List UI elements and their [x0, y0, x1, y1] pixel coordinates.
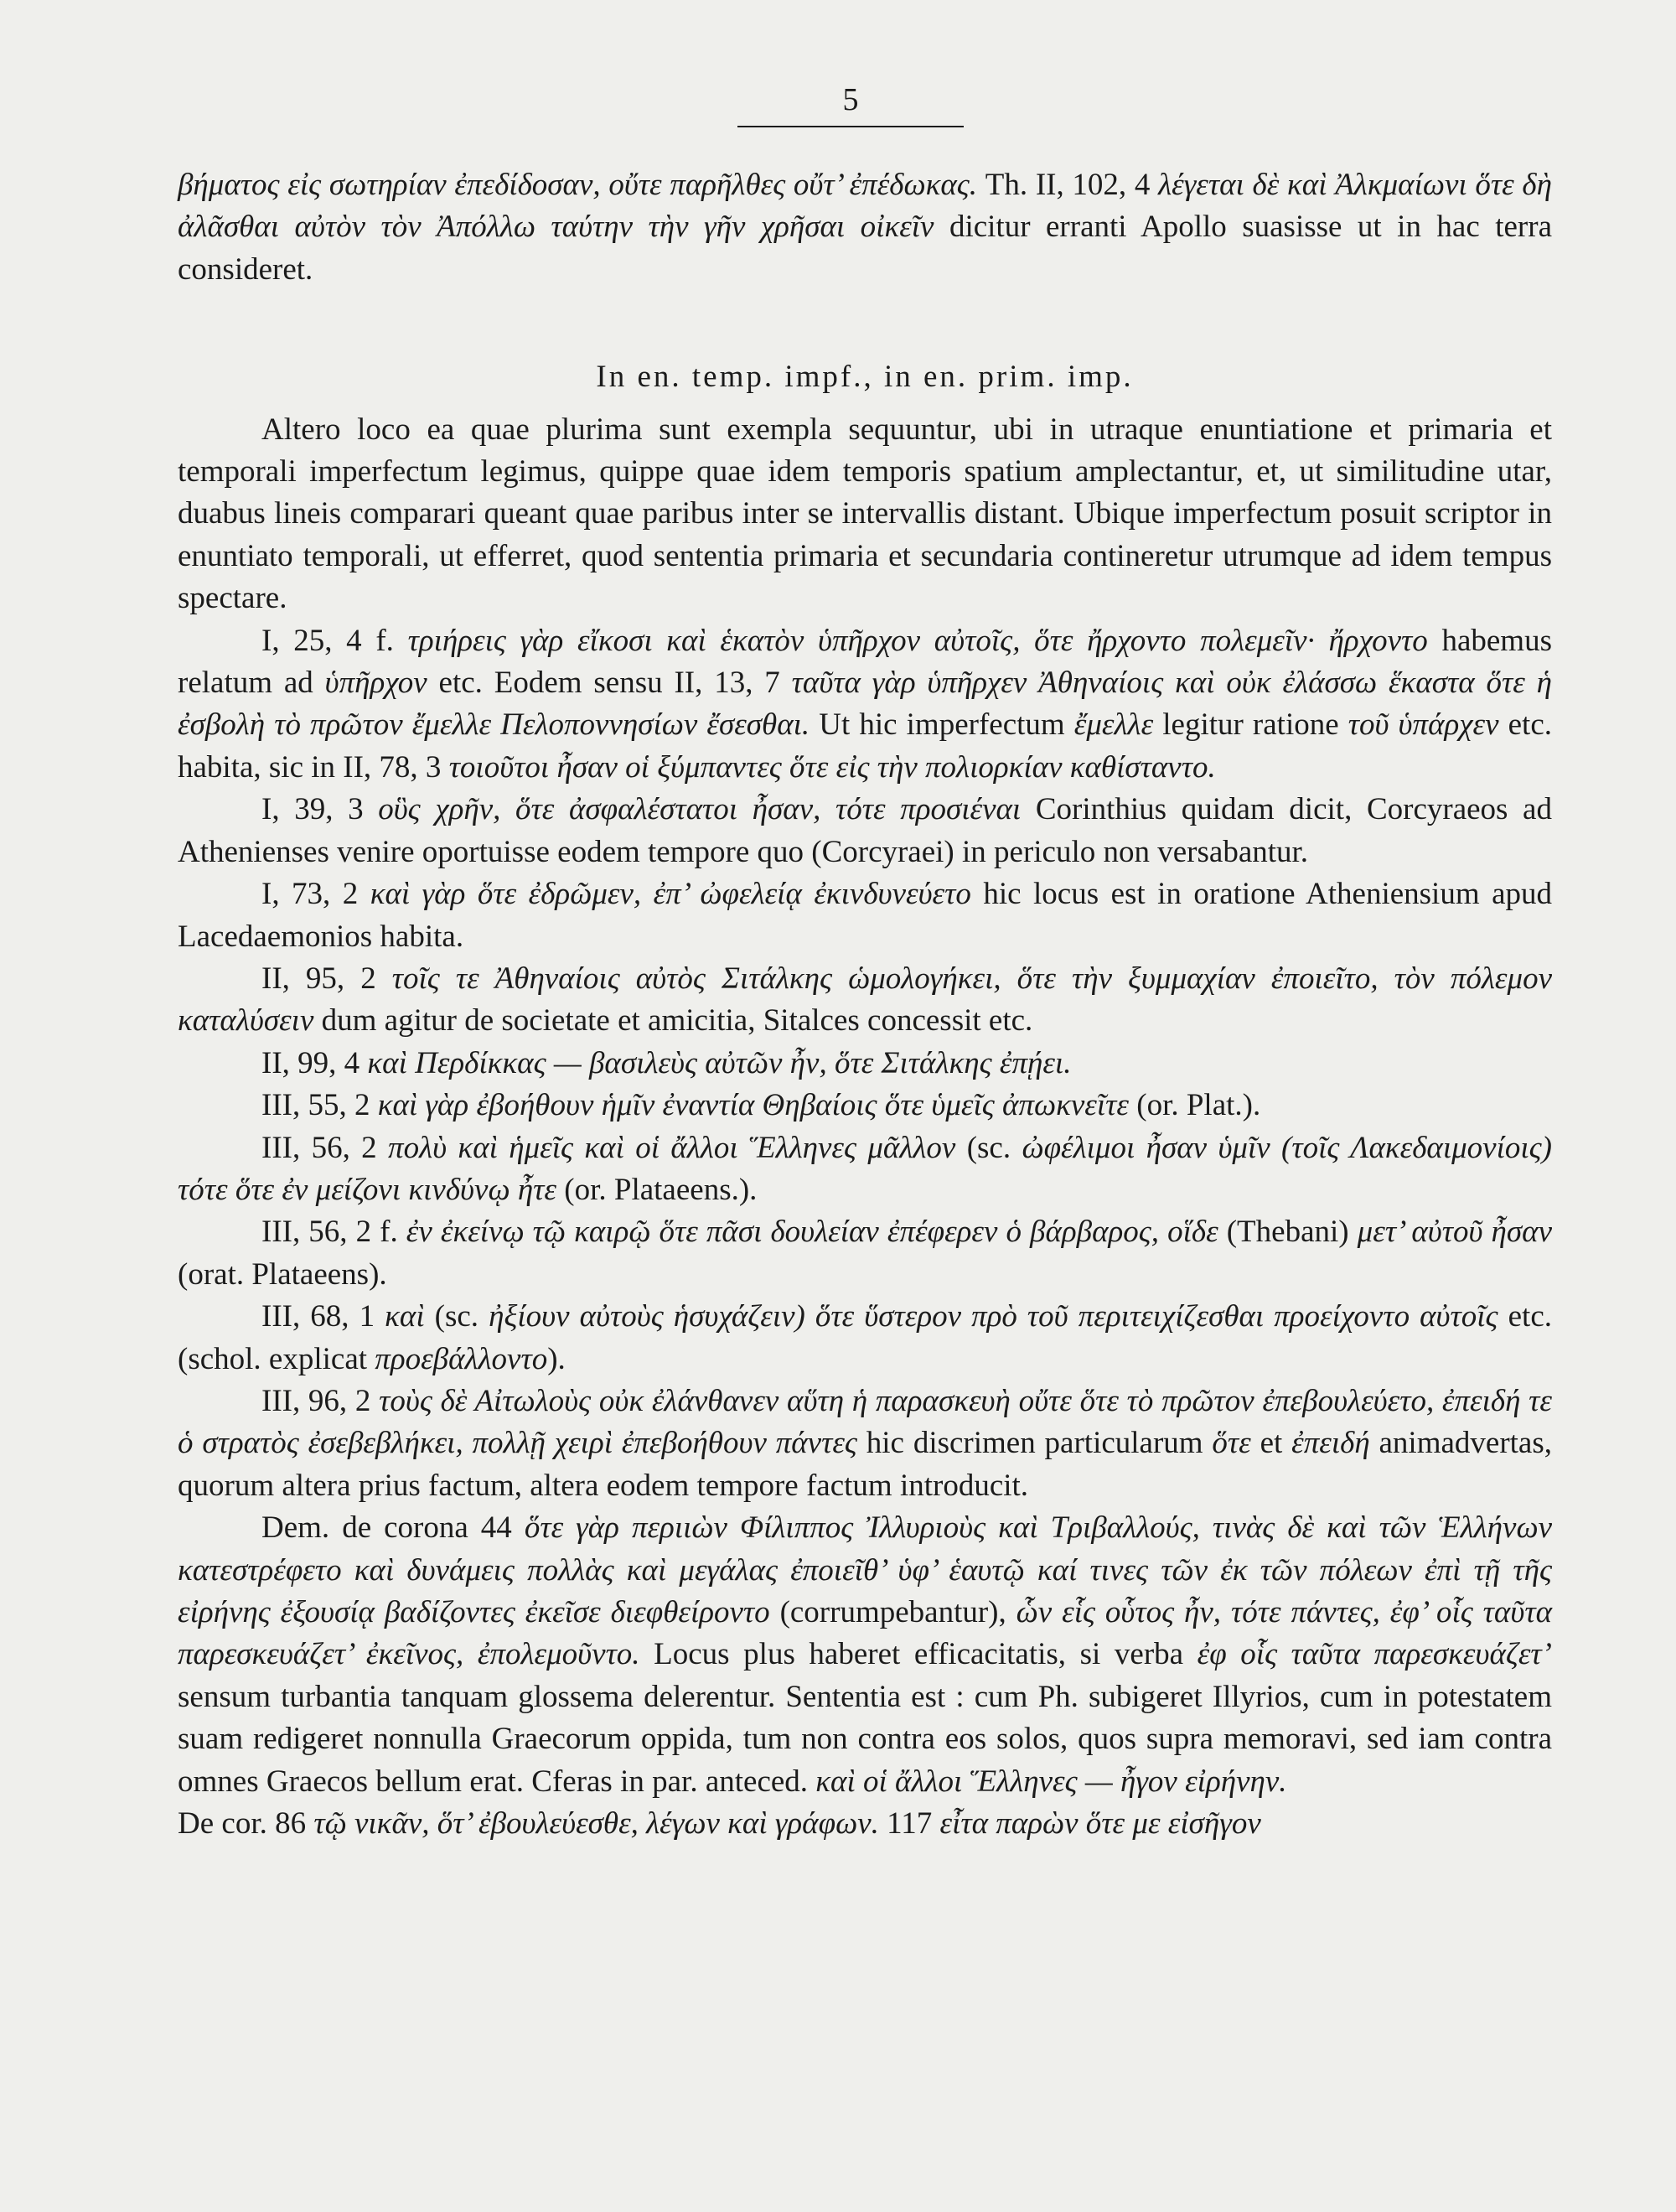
greek-text: ὧν εἷς οὗτος ἦν, τότε πάντες, ἐφ’ οἷς ταῦτα παρεσκευάζετ’ ἐκεῖνος, ἐπολεμοῦντο.	[178, 1595, 1552, 1672]
greek-text: λέγεται δὲ καὶ Ἀλκμαίωνι ὅτε δὴ ἀλᾶσθαι αὐτὸν τὸν Ἀπόλλω ταύτην τὴν γῆν χρῆσαι οἰκεῖν	[178, 168, 1552, 245]
latin-text: hic locus est in oratione Atheniensium apud Lacedaemonios habita.	[178, 877, 1552, 954]
latin-text: I, 73, 2	[261, 877, 370, 912]
paragraph-11	[178, 1381, 1552, 1507]
greek-text: τοιοῦτοι ἦσαν οἱ ξύμπαντες ὅτε εἰς τὴν πολιορκίαν καθίσταντο.	[448, 749, 1216, 785]
greek-text: εἶτα παρὼν ὅτε με εἰσῆγον	[939, 1806, 1261, 1842]
greek-text: καὶ	[385, 1299, 425, 1334]
paragraph-4	[178, 873, 1552, 958]
latin-text: (corrumpebantur),	[769, 1595, 1016, 1629]
greek-text: μετ’ αὐτοῦ ἦσαν	[1357, 1215, 1552, 1250]
page-number: 5	[842, 82, 859, 117]
header-rule	[737, 126, 964, 127]
latin-text: (sc.	[424, 1299, 489, 1334]
paragraph-10	[178, 1296, 1552, 1381]
greek-text: οὓς χρῆν, ὅτε ἀσφαλέστατοι ἦσαν, τότε προσιέναι	[378, 792, 1022, 827]
paragraph-9	[178, 1211, 1552, 1296]
latin-text: (or. Plat.).	[1129, 1088, 1261, 1123]
latin-text: II, 99, 4	[261, 1045, 368, 1080]
page-header	[737, 84, 964, 127]
latin-text: Dem. de corona 44	[261, 1510, 525, 1546]
paragraph-12	[178, 1507, 1552, 1803]
greek-text: καὶ οἱ ἄλλοι Ἕλληνες — ἦγον εἰρήνην.	[815, 1764, 1287, 1799]
greek-text: ὑπῆρχον	[324, 666, 427, 701]
latin-text: dum agitur de societate et amicitia, Sitalces concessit etc.	[313, 1003, 1033, 1039]
greek-text: ἐφ οἷς ταῦτα παρεσκευάζετ’	[1197, 1637, 1552, 1672]
latin-text: etc. habita, sic in II, 78, 3	[178, 707, 1552, 785]
body-text	[178, 164, 1552, 1845]
paragraph-8	[178, 1127, 1552, 1212]
greek-text: τοῦ ὑπάρχεν	[1348, 707, 1499, 743]
latin-text: animadvertas, quorum altera prius factum, altera eodem tempore factum introducit.	[178, 1426, 1553, 1503]
latin-text: sensum turbantia tanquam glossema delerentur. Sententia est : cum Ph. subigeret Illyrios, cum in potestatem suam redigeret nonnulla Graecorum oppida, tum non contra eos solos, quos supra memoravi, sed iam contra omnes Graecos bellum erat. Cferas in par. anteced.	[178, 1679, 1552, 1799]
greek-text: βήματος εἰς σωτηρίαν ἐπεδίδοσαν, οὔτε παρῆλθες οὔτ’ ἐπέδωκας.	[178, 168, 978, 202]
greek-text: ἐν ἐκείνῳ τῷ καιρῷ ὅτε πᾶσι δουλείαν ἐπέφερεν ὁ βάρβαρος, οἵδε	[406, 1215, 1218, 1250]
latin-text: etc. (schol. explicat	[178, 1299, 1553, 1376]
latin-text: I, 25, 4 f.	[261, 623, 408, 658]
latin-text: III, 68, 1	[261, 1299, 385, 1334]
section-heading: In en. temp. impf., in en. prim. imp.	[596, 360, 1134, 395]
latin-text: legitur ratione	[1153, 707, 1348, 743]
paragraph-5	[178, 958, 1552, 1043]
paragraph-1	[178, 409, 1552, 620]
greek-text: ὅτε	[1212, 1426, 1251, 1461]
latin-text: Th. II, 102, 4	[977, 168, 1159, 202]
latin-text: 117	[878, 1806, 940, 1842]
greek-text: καὶ γὰρ ἐβοήθουν ἡμῖν ἐναντία Θηβαίοις ὅτε ὑμεῖς ἀπωκνεῖτε	[377, 1088, 1129, 1123]
greek-text: τοῖς τε Ἀθηναίοις αὐτὸς Σιτάλκης ὡμολογήκει, ὅτε τὴν ξυμμαχίαν ἐποιεῖτο, τὸν πόλεμον καταλύσειν	[178, 961, 1552, 1039]
latin-text: III, 55, 2	[261, 1088, 378, 1123]
greek-text: καὶ γὰρ ὅτε ἐδρῶμεν, ἐπ’ ὠφελείᾳ ἐκινδυνεύετο	[370, 877, 971, 912]
greek-text: ταῦτα γὰρ ὑπῆρχεν Ἀθηναίοις καὶ οὐκ ἐλάσσω ἕκαστα ὅτε ἡ ἐσβολὴ τὸ πρῶτον ἔμελλε Πελοποννησίων ἔσεσθαι.	[178, 666, 1552, 743]
greek-text: τοὺς δὲ Αἰτωλοὺς οὐκ ἐλάνθανεν αὕτη ἡ παρασκευὴ οὔτε ὅτε τὸ πρῶτον ἐπεβουλεύετο, ἐπειδή τε ὁ στρατὸς ἐσεβεβλήκει, πολλῇ χειρὶ ἐπεβοήθουν πάντες	[178, 1383, 1552, 1461]
greek-text: ὠφέλιμοι ἦσαν ὑμῖν (τοῖς Λακεδαιμονίοις) τότε ὅτε ἐν μείζονι κινδύνῳ ἦτε	[178, 1130, 1552, 1207]
latin-text: ).	[547, 1341, 566, 1376]
latin-text: et	[1250, 1426, 1292, 1461]
greek-text: τριήρεις γὰρ εἴκοσι καὶ ἑκατὸν ὑπῆρχον αὐτοῖς, ὅτε ἤρχοντο πολεμεῖν· ἤρχοντο	[407, 623, 1428, 658]
latin-text: Corinthius quidam dicit, Corcyraeos ad Athenienses venire oportuisse eodem tempore quo (Corcyraei) in periculo non versabantur.	[178, 792, 1552, 869]
greek-text: πολὺ καὶ ἡμεῖς καὶ οἱ ἄλλοι Ἕλληνες μᾶλλον	[388, 1130, 956, 1165]
paragraph-7	[178, 1085, 1552, 1127]
paragraph-2	[178, 620, 1552, 790]
paragraph-0	[178, 164, 1552, 291]
greek-text: τῷ νικᾶν, ὅτ’ ἐβουλεύεσθε, λέγων καὶ γράφων.	[313, 1806, 879, 1842]
paragraph-3	[178, 789, 1552, 873]
latin-text: Altero loco ea quae plurima sunt exempla sequuntur, ubi in utraque enuntiatione et primaria et temporali imperfectum legimus, quippe quae idem temporis spatium amplectantur, et, ut similitudine utar, duabus lineis comparari queant quae paribus inter se intervallis distant. Ubique imperfectum posuit scriptor in enuntiato temporali, ut efferret, quod sententia primaria et secundaria contineretur utrumque ad idem tempus spectare.	[178, 412, 1552, 616]
latin-text: III, 56, 2 f.	[261, 1215, 406, 1250]
paragraph-6	[178, 1043, 1552, 1085]
latin-text: III, 96, 2	[261, 1383, 380, 1418]
latin-text: Ut hic imperfectum	[810, 707, 1074, 743]
greek-text: καὶ Περδίκκας — βασιλεὺς αὐτῶν ἦν, ὅτε Σιτάλκης ἐπῄει.	[367, 1045, 1072, 1080]
paragraph-13	[178, 1803, 1552, 1845]
latin-text: (orat. Plataeens).	[178, 1256, 387, 1292]
latin-text: II, 95, 2	[261, 961, 392, 996]
greek-text: ὅτε γὰρ περιιὼν Φίλιππος Ἰλλυριοὺς καὶ Τριβαλλούς, τινὰς δὲ καὶ τῶν Ἑλλήνων κατεστρέφετο καὶ δυνάμεις πολλὰς καὶ μεγάλας ἐποιεῖθ’ ὑφ’ ἑαυτῷ καί τινες τῶν ἐκ τῶν πόλεων ἐπὶ τῇ τῆς εἰρήνης ἐξουσίᾳ βαδίζοντες ἐκεῖσε διεφθείροντο	[178, 1510, 1552, 1629]
latin-text: De cor. 86	[178, 1806, 314, 1842]
latin-text: (Thebani)	[1218, 1215, 1358, 1250]
latin-text: Locus plus haberet efficacitatis, si verba	[639, 1637, 1198, 1672]
greek-text: ἔμελλε	[1073, 707, 1154, 743]
greek-text: ἐπειδή	[1291, 1426, 1370, 1461]
latin-text: habemus relatum ad	[178, 623, 1552, 701]
latin-text: hic discrimen particularum	[856, 1426, 1213, 1461]
latin-text: etc. Eodem sensu II, 13, 7	[427, 666, 792, 701]
latin-text: (sc.	[955, 1130, 1022, 1165]
latin-text: I, 39, 3	[261, 792, 379, 827]
latin-text: III, 56, 2	[261, 1130, 389, 1165]
latin-text: (or. Plataeens.).	[556, 1172, 758, 1207]
latin-text: dicitur erranti Apollo suasisse ut in hac terra consideret.	[178, 210, 1552, 287]
greek-text: προεβάλλοντο	[375, 1341, 548, 1376]
greek-text: ἠξίουν αὐτοὺς ἡσυχάζειν) ὅτε ὕστερον πρὸ τοῦ περιτειχίζεσθαι προείχοντο αὐτοῖς	[489, 1299, 1498, 1334]
